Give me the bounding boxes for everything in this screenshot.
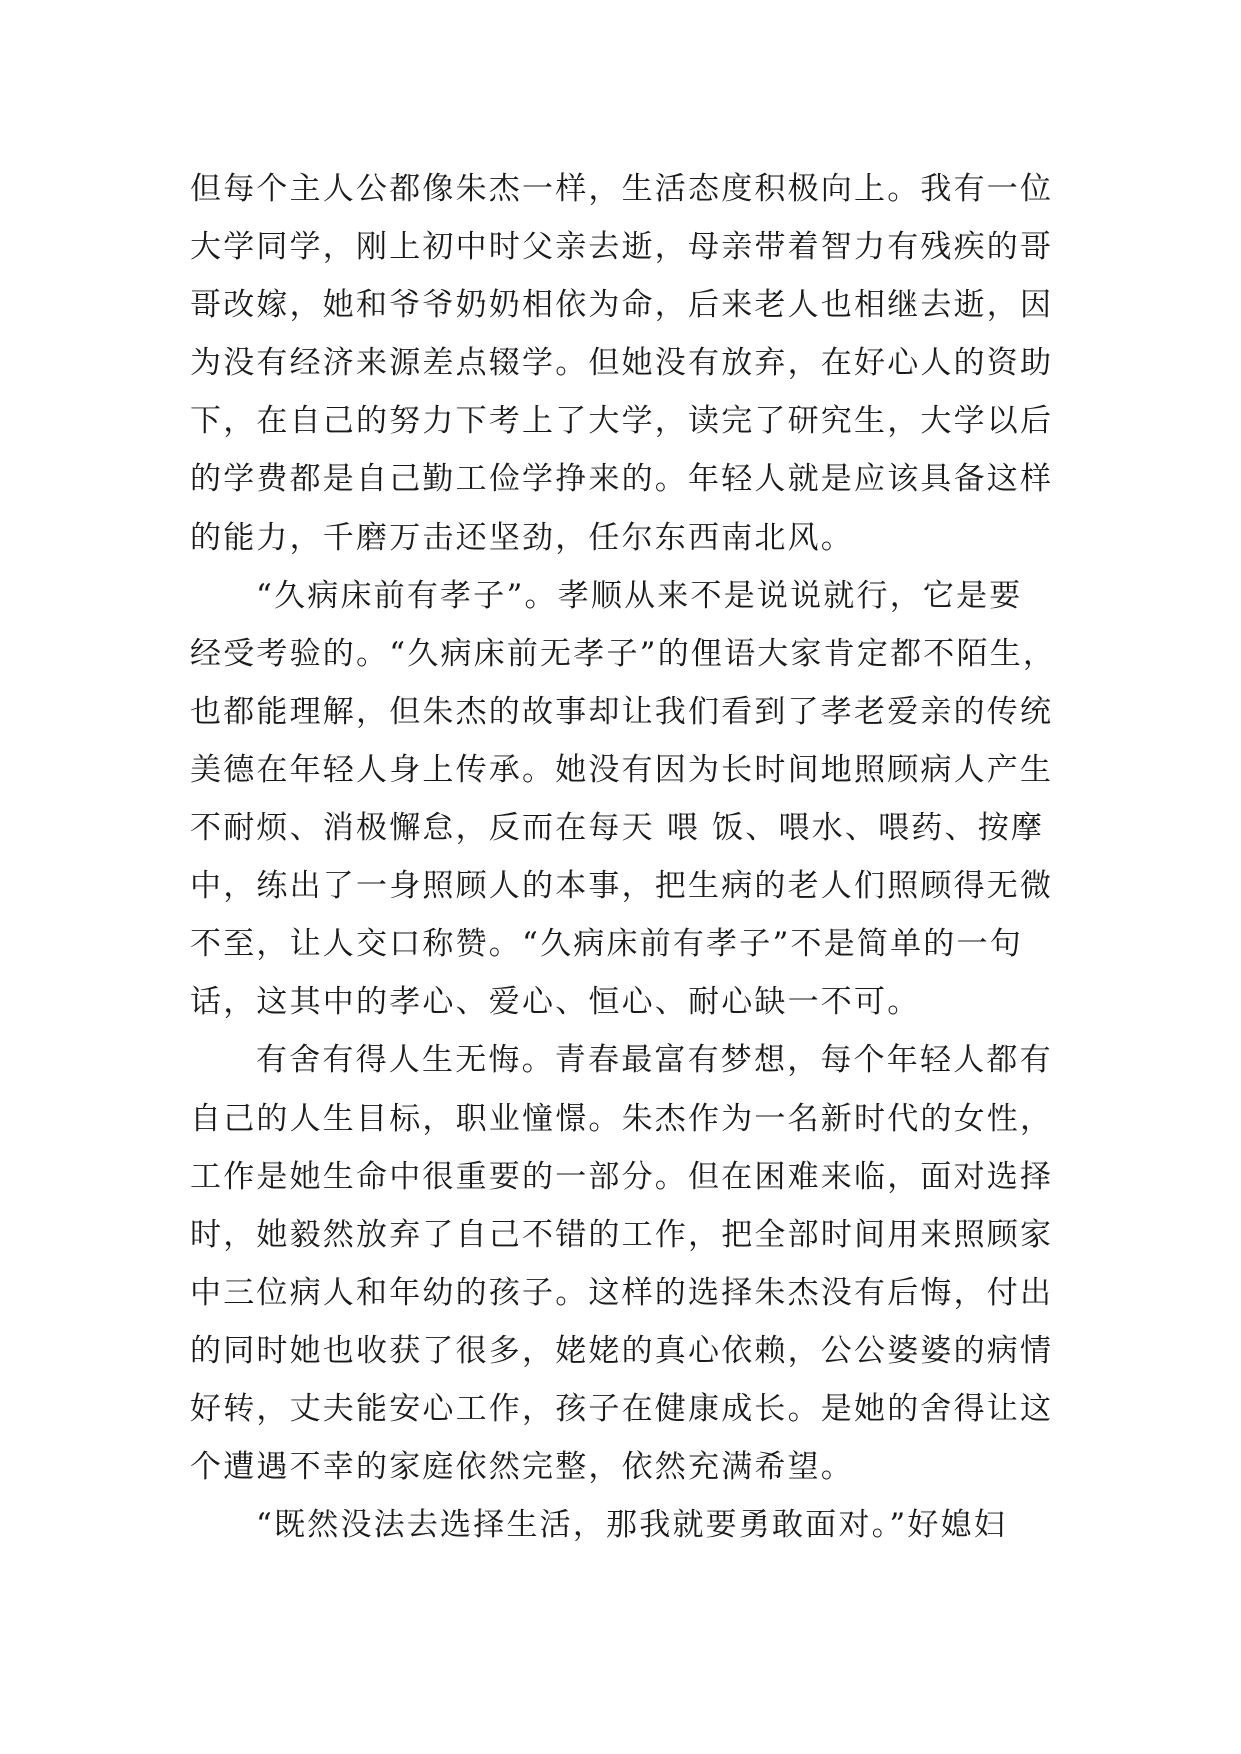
text-line: 的同时她也收获了很多，姥姥的真心依赖，公公婆婆的病情 xyxy=(190,1332,1054,1369)
text-line: 哥改嫁，她和爷爷奶奶相依为命，后来老人也相继去逝，因 xyxy=(190,287,1054,324)
text-line: 好转，丈夫能安心工作，孩子在健康成长。是她的舍得让这 xyxy=(190,1390,1054,1427)
text-line: 工作是她生命中很重要的一部分。但在困难来临，面对选择 xyxy=(190,1158,1054,1195)
text-line: 话，这其中的孝心、爱心、恒心、耐心缺一不可。 xyxy=(190,984,921,1021)
text-line: 的能力，千磨万击还坚劲，任尔东西南北风。 xyxy=(190,519,854,556)
text-line: 为没有经济来源差点辍学。但她没有放弃，在好心人的资助 xyxy=(190,345,1054,382)
text-line: 不耐烦、消极懈怠，反而在每天 喂 饭、喂水、喂药、按摩 xyxy=(190,810,1045,847)
paragraph-start-line: 有舍有得人生无悔。青春最富有梦想，每个年轻人都有 xyxy=(256,1042,1053,1079)
text-line: 的学费都是自己勤工俭学挣来的。年轻人就是应该具备这样 xyxy=(190,461,1054,498)
text-line: 不至，让人交口称赞。“久病床前有孝子”不是简单的一句 xyxy=(190,926,1023,963)
text-line: 大学同学，刚上初中时父亲去逝，母亲带着智力有残疾的哥 xyxy=(190,229,1054,266)
paragraph-start-line: “既然没法去选择生活，那我就要勇敢面对。”好媳妇 xyxy=(256,1507,1007,1544)
text-line: 中，练出了一身照顾人的本事，把生病的老人们照顾得无微 xyxy=(190,868,1054,905)
text-line: 自己的人生目标，职业憧憬。朱杰作为一名新时代的女性， xyxy=(190,1100,1054,1137)
text-line: 也都能理解，但朱杰的故事却让我们看到了孝老爱亲的传统 xyxy=(190,693,1054,730)
text-line: 时，她毅然放弃了自己不错的工作，把全部时间用来照顾家 xyxy=(190,1216,1054,1253)
text-line: 经受考验的。“久病床前无孝子”的俚语大家肯定都不陌生， xyxy=(190,635,1057,672)
text-line: 个遭遇不幸的家庭依然完整，依然充满希望。 xyxy=(190,1449,854,1486)
text-line: 但每个主人公都像朱杰一样，生活态度积极向上。我有一位 xyxy=(190,171,1054,207)
text-line: 下，在自己的努力下考上了大学，读完了研究生，大学以后 xyxy=(190,403,1054,440)
paragraph-start-line: “久病床前有孝子”。孝顺从来不是说说就行，它是要 xyxy=(256,577,1023,614)
body-text xyxy=(190,160,1070,1554)
text-line: 中三位病人和年幼的孩子。这样的选择朱杰没有后悔，付出 xyxy=(190,1274,1054,1311)
text-line: 美德在年轻人身上传承。她没有因为长时间地照顾病人产生 xyxy=(190,751,1054,788)
